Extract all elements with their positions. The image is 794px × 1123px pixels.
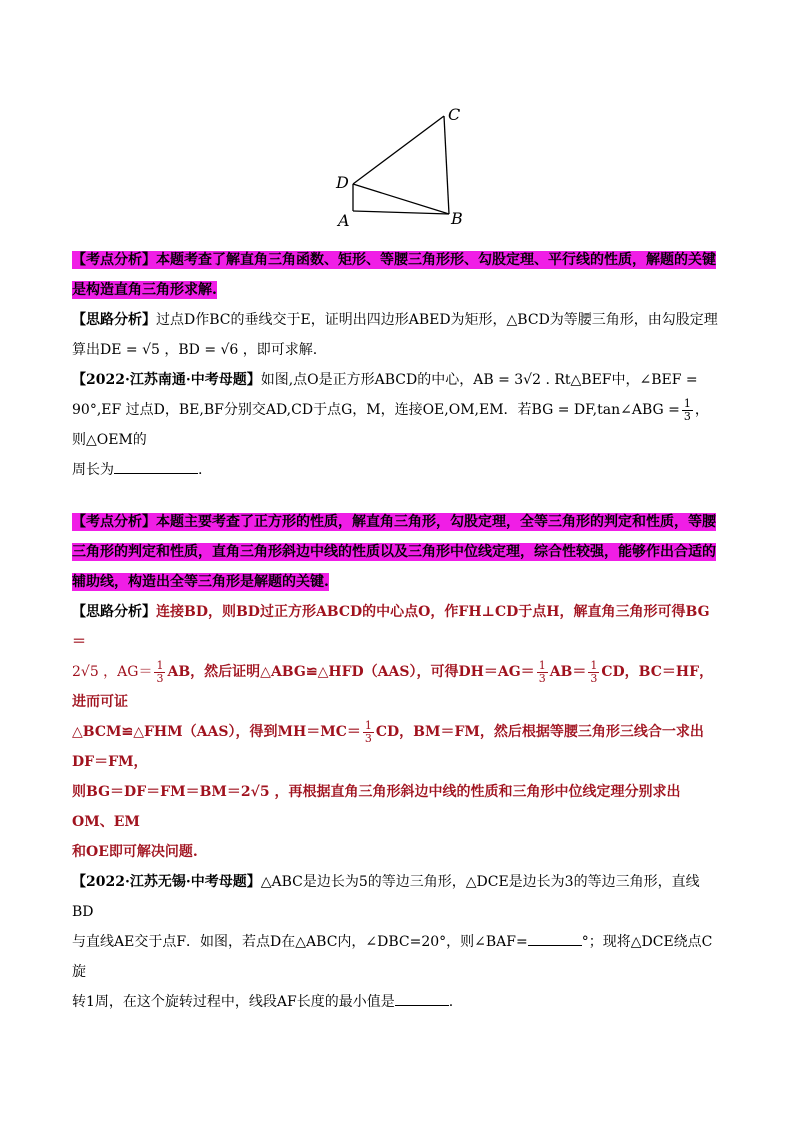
- question-2-line2-a: 与直线AE交于点F．如图，若点D在△ABC内，∠DBC=20°，则∠BAF=: [72, 934, 528, 950]
- question-2-line1: △ABC是边长为5的等边三角形，△DCE是边长为3的等边三角形，直线BD: [72, 874, 700, 920]
- question-2: [72, 867, 720, 1017]
- idea-2-frac-2-den: 3: [538, 671, 546, 685]
- question-1-fraction: [682, 398, 693, 423]
- label-c: C: [448, 105, 461, 124]
- triangle-figure: [330, 100, 480, 230]
- idea-1: [72, 305, 720, 365]
- analysis-2: [72, 507, 720, 597]
- question-2-line3-b: .: [448, 994, 454, 1010]
- analysis-1: [72, 245, 720, 305]
- question-1-line3: 周长为: [72, 462, 114, 478]
- edge-cd: [353, 116, 444, 184]
- idea-2-line2-b: AB，然后证明△ABG≌△HFD（AAS），可得DH＝AG＝: [167, 664, 535, 680]
- edge-cb: [444, 116, 449, 214]
- idea-2-line3-a: △BCM≌△FHM（AAS），得到MH＝MC＝: [72, 724, 361, 740]
- question-1-line3-end: .: [198, 462, 203, 478]
- idea-2-line3-b: CD，BM＝FM，然后根据等腰三角形三线合一求出DF＝FM，: [72, 724, 704, 770]
- analysis-1-tag: 【考点分析】: [72, 252, 156, 268]
- idea-2-frac-1-den: 3: [156, 671, 164, 685]
- analysis-2-highlight: [72, 513, 716, 591]
- idea-1-tag: 【思路分析】: [72, 312, 156, 328]
- question-2-source: 【2022·江苏无锡·中考母题】: [72, 874, 261, 890]
- label-b: B: [451, 209, 463, 228]
- analysis-1-text: 本题考查了解直角三角函数、矩形、等腰三角形形、勾股定理、平行线的性质，解题的关键是构造直角三角形求解.: [72, 252, 716, 298]
- question-2-line2-b: °；现将△DCE绕点C旋: [72, 934, 713, 980]
- question-1-line1: 如图,点O是正方形ABCD的中心，AB = 3√2 . Rt△BEF中，∠BEF = 90°,EF: [72, 372, 698, 418]
- analysis-1-highlight: [72, 251, 716, 299]
- idea-2-line2-d: CD，BC＝HF，进而可证: [72, 664, 714, 710]
- question-1-source: 【2022·江苏南通·中考母题】: [72, 372, 261, 388]
- label-a: A: [338, 211, 350, 230]
- analysis-2-text: 本题主要考查了正方形的性质，解直角三角形，勾股定理，全等三角形的判定和性质，等腰三角形的判定和性质，直角三角形斜边中线的性质以及三角形中位线定理，综合性较强，能够作出合适的辅助线，构造出全等三角形是解题的关键.: [72, 514, 716, 590]
- idea-2-line2-c: AB＝: [549, 664, 587, 680]
- idea-1-text-b: DE = √5 ，BD = √6 ，即可求解.: [100, 342, 318, 358]
- answer-blank-1[interactable]: [114, 459, 198, 474]
- idea-2-tag: 【思路分析】: [72, 604, 156, 620]
- question-1: [72, 365, 720, 485]
- question-1-frac-den: 3: [683, 409, 691, 423]
- answer-blank-2[interactable]: [528, 931, 582, 946]
- idea-2-frac-1: [154, 660, 165, 685]
- idea-2-frac-4-den: 3: [364, 731, 372, 745]
- idea-2-frac-2: [537, 660, 548, 685]
- answer-blank-3[interactable]: [395, 991, 449, 1006]
- idea-1-text-a: 过点D作BC的垂线交于E，证明出四边形ABED为矩形，△BCD为等腰三角形，由勾股定理算出: [72, 312, 718, 358]
- idea-2-line1: 连接BD，则BD过正方形ABCD的中心点O，作FH⊥CD于点H，解直角三角形可得BG＝: [72, 604, 710, 650]
- question-1-line2-a: 过点D，BE,BF分别交AD,CD于点G，M，连接OE,OM,EM．若BG = DF,tan∠ABG =: [125, 402, 680, 418]
- idea-2-frac-2-num: 1: [538, 658, 546, 672]
- edge-db: [353, 184, 449, 214]
- idea-2-line4: 则BG＝DF＝FM＝BM＝2√5 ，再根据直角三角形斜边中线的性质和三角形中位线定理分别求出OM、EM: [72, 784, 681, 830]
- idea-2-frac-4-num: 1: [364, 718, 372, 732]
- idea-2-frac-3-den: 3: [590, 671, 598, 685]
- idea-2-frac-4: [363, 720, 374, 745]
- analysis-2-tag: 【考点分析】: [72, 514, 156, 530]
- content: [72, 245, 720, 1017]
- edge-ab: [353, 211, 449, 214]
- triangle-diagram: [330, 100, 480, 230]
- idea-2-line2-a: 2√5 ，AG＝: [72, 664, 153, 680]
- idea-2: [72, 597, 720, 867]
- question-1-frac-num: 1: [683, 396, 691, 410]
- idea-2-frac-3-num: 1: [590, 658, 598, 672]
- idea-2-frac-3: [588, 660, 599, 685]
- label-d: D: [336, 173, 349, 192]
- question-2-line3-a: 转1周，在这个旋转过程中，线段AF长度的最小值是: [72, 994, 395, 1010]
- idea-2-frac-1-num: 1: [156, 658, 164, 672]
- idea-2-line5: 和OE即可解决问题.: [72, 844, 198, 860]
- question-1-line2-b: ，则△OEM的: [72, 402, 709, 448]
